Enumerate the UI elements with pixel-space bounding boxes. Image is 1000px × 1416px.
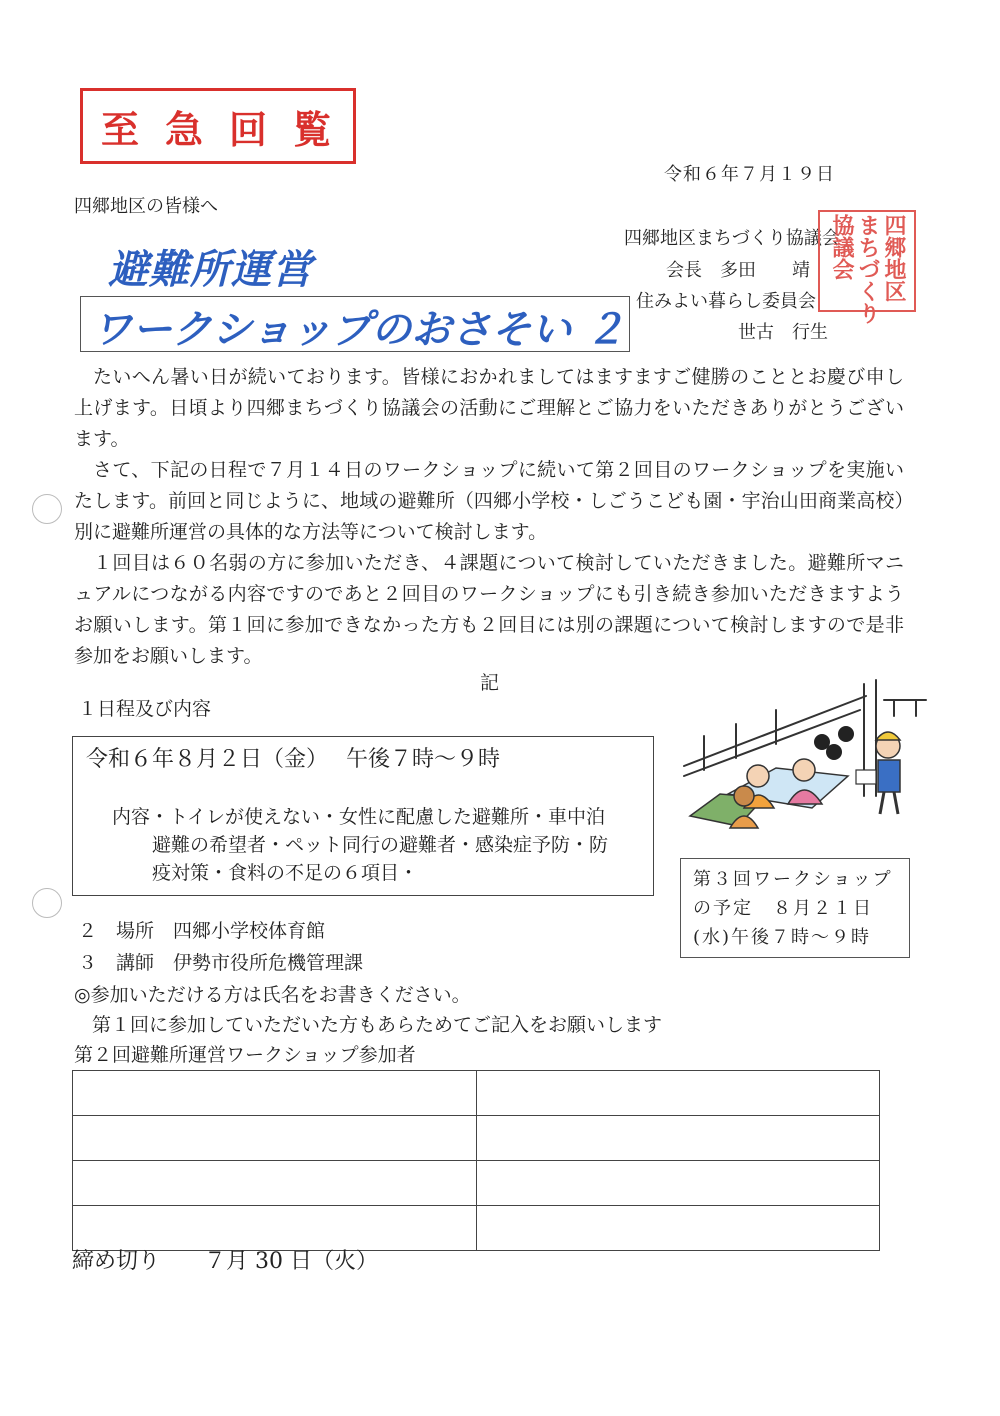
- participant-table: [72, 1070, 880, 1251]
- title-line-1: 避難所運営: [108, 247, 313, 293]
- deadline: 締め切り ７月 30 日（火）: [72, 1249, 378, 1274]
- addressee: 四郷地区の皆様へ: [74, 196, 218, 217]
- urgent-circulation-stamp: 至急回覧: [80, 88, 356, 164]
- title-line-2: ワークショップのおさそい ２: [92, 307, 626, 353]
- name-cell[interactable]: [73, 1161, 477, 1206]
- name-cell[interactable]: [476, 1206, 880, 1251]
- next-workshop-schedule: 第３回ワークショップの予定 ８月２１日(水)午後７時～９時: [680, 858, 910, 958]
- sender-chair: 会長 多田 靖: [666, 260, 810, 281]
- body-paragraph: さて、下記の日程で７月１４日のワークショップに続いて第２回目のワークショップを実施いたします。前回と同じように、地域の避難所（四郷小学校・しごうこども園・宇治山田商業高校）別に避難所運営の具体的な方法等について検討します。: [74, 459, 904, 543]
- binder-hole-icon: [32, 888, 62, 918]
- body-text: [74, 362, 904, 672]
- section-1-label: １日程及び内容: [78, 698, 212, 720]
- table-row: [73, 1071, 880, 1116]
- binder-hole-icon: [32, 494, 62, 524]
- ki-heading: 記: [480, 672, 500, 694]
- sender-member: 世古 行生: [738, 322, 828, 343]
- name-cell[interactable]: [476, 1161, 880, 1206]
- sender-org: 四郷地区まちづくり協議会: [624, 228, 840, 249]
- sender-committee: 住みよい暮らし委員会: [636, 291, 816, 312]
- section-3-lecturer: ３ 講師 伊勢市役所危機管理課: [78, 952, 364, 974]
- section-2-venue: ２ 場所 四郷小学校体育館: [78, 920, 326, 942]
- request-line: ◎参加いただける方は氏名をお書きください。: [74, 984, 471, 1006]
- seal-column: 協議会: [829, 214, 854, 280]
- event-datetime: 令和６年８月２日（金） 午後７時～９時: [86, 747, 500, 772]
- event-content-line: 避難の希望者・ペット同行の避難者・感染症予防・防: [152, 834, 609, 856]
- organization-seal: [818, 210, 916, 324]
- name-cell[interactable]: [73, 1116, 477, 1161]
- seal-column: まちづくり: [855, 214, 880, 324]
- name-cell[interactable]: [73, 1071, 477, 1116]
- table-row: [73, 1161, 880, 1206]
- request-line: 第１回に参加していただいた方もあらためてご記入をお願いします: [92, 1014, 663, 1036]
- name-cell[interactable]: [476, 1071, 880, 1116]
- event-content-line: 疫対策・食料の不足の６項目・: [152, 862, 419, 884]
- document-date: 令和６年７月１９日: [664, 164, 835, 185]
- name-cell[interactable]: [476, 1116, 880, 1161]
- table-title: 第２回避難所運営ワークショップ参加者: [74, 1044, 416, 1066]
- table-row: [73, 1116, 880, 1161]
- event-content-line: 内容・トイレが使えない・女性に配慮した避難所・車中泊: [112, 806, 606, 828]
- body-paragraph: １回目は６０名弱の方に参加いただき、４課題について検討していただきました。避難所マニュアルにつながる内容ですのであと２回目のワークショップにも引き続き参加いただきますようお願いします。第１回に参加できなかった方も２回目には別の課題について検討しますので是非参加をお願いします。: [74, 552, 904, 667]
- workshop-illustration: [680, 676, 930, 836]
- body-paragraph: たいへん暑い日が続いております。皆様におかれましてはますますご健勝のこととお慶び申し上げます。日頃より四郷まちづくり協議会の活動にご理解とご協力をいただきありがとうございます。: [74, 366, 904, 450]
- seal-column: 四郷地区: [881, 214, 906, 302]
